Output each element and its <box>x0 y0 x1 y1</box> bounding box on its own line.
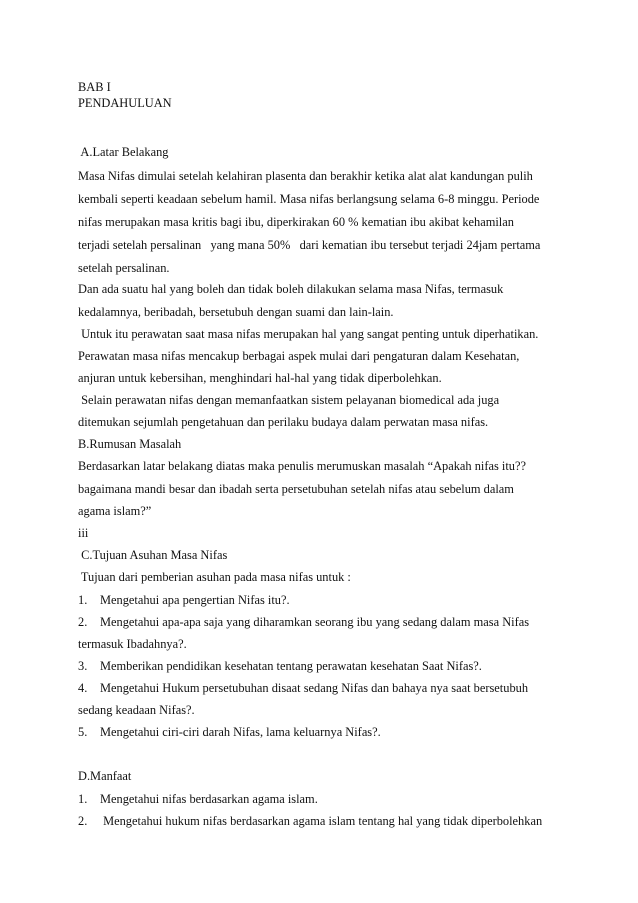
list-continuation: sedang keadaan Nifas?. <box>78 703 195 717</box>
chapter-title: PENDAHULUAN <box>78 96 172 110</box>
list-text: Mengetahui Hukum persetubuhan disaat sedang Nifas dan bahaya nya saat bersetubuh <box>100 681 529 695</box>
list-text: Mengetahui ciri-ciri darah Nifas, lama keluarnya Nifas?. <box>100 725 381 739</box>
section-b-heading: B.Rumusan Masalah <box>78 437 182 451</box>
paragraph-line: Perawatan masa nifas mencakup berbagai aspek mulai dari pengaturan dalam Kesehatan, <box>78 349 520 363</box>
paragraph-line: Masa Nifas dimulai setelah kelahiran plasenta dan berakhir ketika alat alat kandungan pulih <box>78 169 533 183</box>
paragraph-line: nifas merupakan masa kritis bagi ibu, diperkirakan 60 % kematian ibu akibat kehamilan <box>78 215 514 229</box>
paragraph-line: terjadi setelah persalinan yang mana 50% dari kematian ibu tersebut terjadi 24jam pertama <box>78 238 541 252</box>
paragraph-line: Selain perawatan nifas dengan memanfaatkan sistem pelayanan biomedical ada juga <box>78 393 500 407</box>
list-number: 1. <box>78 792 88 806</box>
paragraph-line: bagaimana mandi besar dan ibadah serta persetubuhan setelah nifas atau sebelum dalam <box>78 482 514 496</box>
paragraph-line: ditemukan sejumlah pengetahuan dan perilaku budaya dalam perwatan masa nifas. <box>78 415 489 429</box>
paragraph-line: kembali seperti keadaan sebelum hamil. Masa nifas berlangsung selama 6-8 minggu. Periode <box>78 192 540 206</box>
page-marker: iii <box>78 526 89 540</box>
section-a-heading: A.Latar Belakang <box>78 145 169 159</box>
paragraph-line: anjuran untuk kebersihan, menghindari hal-hal yang tidak diperbolehkan. <box>78 371 442 385</box>
paragraph-line: Berdasarkan latar belakang diatas maka penulis merumuskan masalah “Apakah nifas itu?? <box>78 459 526 473</box>
list-text: Mengetahui apa-apa saja yang diharamkan seorang ibu yang sedang dalam masa Nifas <box>100 615 530 629</box>
section-d-heading: D.Manfaat <box>78 769 132 783</box>
paragraph-line: agama islam?” <box>78 504 152 518</box>
list-continuation: termasuk Ibadahnya?. <box>78 637 187 651</box>
chapter-label: BAB I <box>78 80 111 94</box>
list-number: 5. <box>78 725 88 739</box>
list-number: 2. <box>78 814 88 828</box>
list-number: 1. <box>78 593 88 607</box>
paragraph-line: setelah persalinan. <box>78 261 170 275</box>
section-c-intro: Tujuan dari pemberian asuhan pada masa nifas untuk : <box>78 570 351 584</box>
list-number: 2. <box>78 615 88 629</box>
list-number: 4. <box>78 681 88 695</box>
list-text: Memberikan pendidikan kesehatan tentang perawatan kesehatan Saat Nifas?. <box>100 659 482 673</box>
list-text: Mengetahui nifas berdasarkan agama islam. <box>100 792 318 806</box>
list-number: 3. <box>78 659 88 673</box>
paragraph-line: Dan ada suatu hal yang boleh dan tidak boleh dilakukan selama masa Nifas, termasuk <box>78 282 504 296</box>
section-c-heading: C.Tujuan Asuhan Masa Nifas <box>78 548 228 562</box>
paragraph-line: kedalamnya, beribadah, bersetubuh dengan suami dan lain-lain. <box>78 305 394 319</box>
list-text: Mengetahui apa pengertian Nifas itu?. <box>100 593 290 607</box>
paragraph-line: Untuk itu perawatan saat masa nifas merupakan hal yang sangat penting untuk diperhatikan. <box>78 327 539 341</box>
list-text: Mengetahui hukum nifas berdasarkan agama islam tentang hal yang tidak diperbolehkan <box>100 814 543 828</box>
